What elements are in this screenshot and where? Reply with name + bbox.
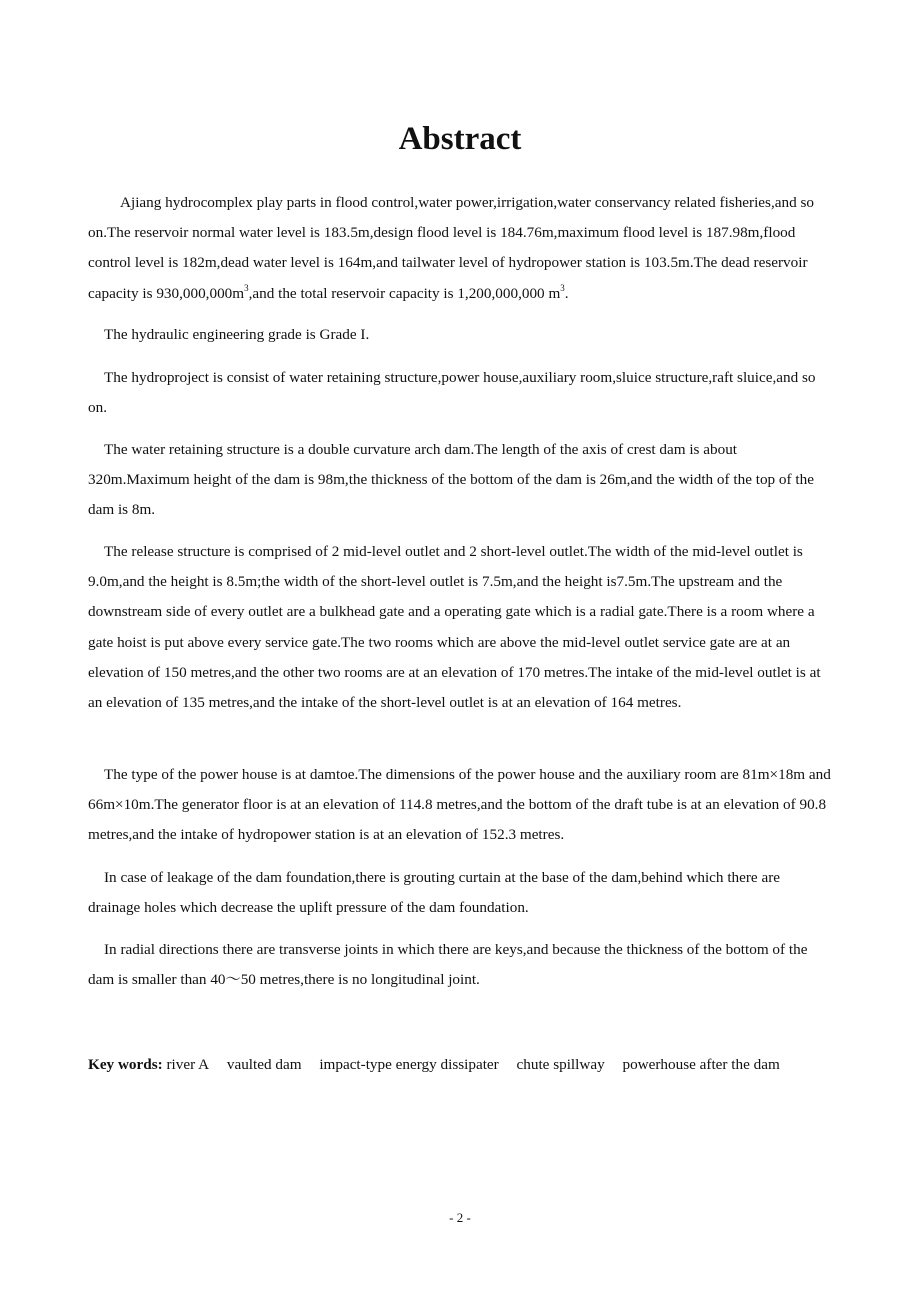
keyword-item: powerhouse after the dam xyxy=(622,1056,780,1073)
paragraph-intro xyxy=(88,188,836,309)
paragraph-intro-text-3: . xyxy=(564,284,569,302)
paragraph-retaining-structure: The water retaining structure is a double curvature arch dam.The length of the axis of crest dam is about 320m.Maximum height of the dam is 98m,the thickness of the bottom of the dam is 26m,and the width of the top of the dam is 8m. xyxy=(88,441,814,519)
superscript-cubic-2: 3 xyxy=(560,282,565,293)
keyword-item: river A xyxy=(166,1056,210,1073)
paragraph-leakage: In case of leakage of the dam foundation,there is grouting curtain at the base of the dam,behind which there are drainage holes which decrease the uplift pressure of the dam foundation. xyxy=(88,869,781,917)
paragraph-engineering-grade: The hydraulic engineering grade is Grade I. xyxy=(104,326,370,343)
keywords-label: Key words: xyxy=(88,1056,163,1073)
page-number: - 2 - xyxy=(449,1210,471,1225)
page-title: Abstract xyxy=(398,121,522,157)
keyword-item: chute spillway xyxy=(516,1056,605,1073)
superscript-cubic-1: 3 xyxy=(244,282,249,293)
paragraph-intro-text-2: ,and the total reservoir capacity is 1,200,000,000 m xyxy=(248,284,561,302)
keyword-item: vaulted dam xyxy=(226,1056,302,1073)
paragraph-intro-text: Ajiang hydrocomplex play parts in flood control,water power,irrigation,water conservancy related fisheries,and so on.The reservoir normal water level is 183.5m,design flood level is 184.76m,maximum flood level is 187.98m,flood control level is 182m,dead water level is 164m,and tailwater level of hydropower station is 103.5m.The dead reservoir capacity is 930,000,000m xyxy=(88,194,814,302)
paragraph-power-house: The type of the power house is at damtoe.The dimensions of the power house and the auxiliary room are 81m×18m and 66m×10m.The generator floor is at an elevation of 114.8 metres,and the bottom of the draft tube is at an elevation of 90.8 metres,and the intake of hydropower station is at an elevation of 152.3 metres. xyxy=(88,766,831,844)
paragraph-hydroproject-composition: The hydroproject is consist of water retaining structure,power house,auxiliary room,sluice structure,raft sluice,and so on. xyxy=(88,369,816,417)
keywords-line xyxy=(88,1050,848,1080)
paragraph-joints: In radial directions there are transverse joints in which there are keys,and because the thickness of the bottom of the dam is smaller than 40～50 metres,there is no longitudinal joint. xyxy=(88,941,808,989)
paragraph-release-structure: The release structure is comprised of 2 mid-level outlet and 2 short-level outlet.The width of the mid-level outlet is 9.0m,and the height is 8.5m;the width of the short-level outlet is 7.5m,and the height is7.5m.The upstream and the downstream side of every outlet are a bulkhead gate and a operating gate which is a radial gate.There is a room where a gate hoist is put above every service gate.The two rooms which are above the mid-level outlet service gate are at an elevation of 150 metres,and the other two rooms are at an elevation of 170 metres.The intake of the mid-level outlet is at an elevation of 135 metres,and the intake of the short-level outlet is at an elevation of 164 metres. xyxy=(88,543,821,712)
keyword-item: impact-type energy dissipater xyxy=(319,1056,499,1073)
